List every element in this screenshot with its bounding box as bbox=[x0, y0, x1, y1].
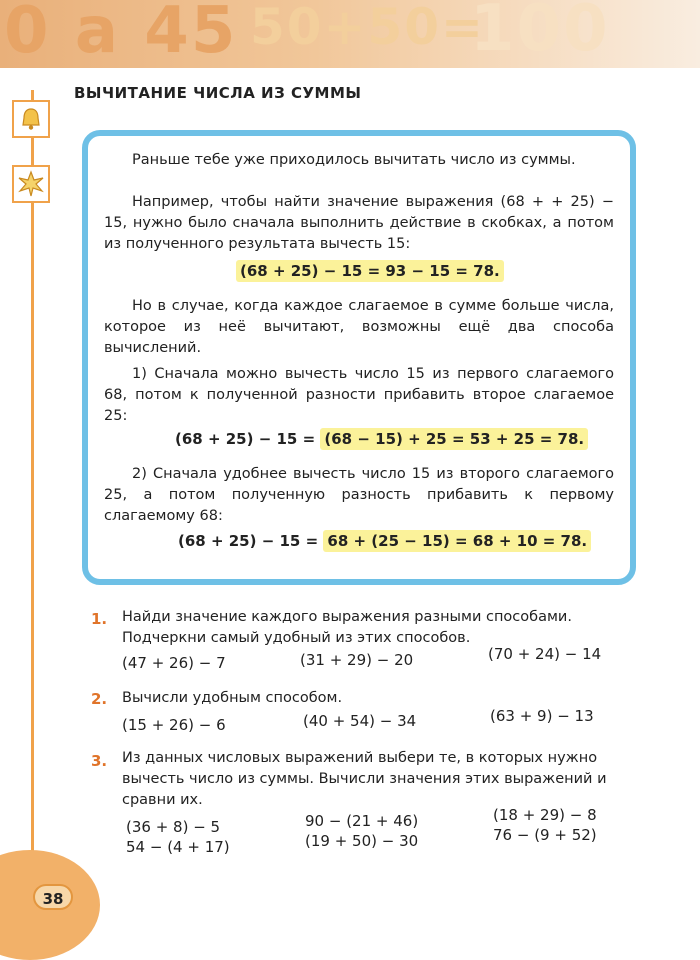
equation-2-left: (68 + 25) − 15 = bbox=[175, 430, 316, 448]
task-3-expression: 54 − (4 + 17) bbox=[126, 838, 230, 856]
page-title: ВЫЧИТАНИЕ ЧИСЛА ИЗ СУММЫ bbox=[74, 84, 362, 102]
header-digits-left: 0 a 45 bbox=[4, 0, 238, 68]
rule-equation-3 bbox=[178, 532, 591, 550]
rule-paragraph-5: 2) Сначала удобнее вычесть число 15 из второго слагаемого 25, а потом полученную разность прибавить к первому слагаемому 68: bbox=[104, 466, 614, 524]
task-1-expression: (31 + 29) − 20 bbox=[300, 651, 414, 669]
task-1-text: Найди значение каждого выражения разными способами. Подчеркни самый удобный из этих способов. bbox=[122, 609, 572, 646]
rule-equation-1 bbox=[236, 262, 504, 280]
star-icon bbox=[17, 170, 45, 198]
header-digits-right: 100 bbox=[470, 0, 610, 66]
task-3-expression: (19 + 50) − 30 bbox=[305, 832, 419, 850]
rule-paragraph-1: Раньше тебе уже приходилось вычитать число из суммы. bbox=[132, 152, 576, 168]
equation-2-highlight: (68 − 15) + 25 = 53 + 25 = 78. bbox=[320, 428, 588, 450]
bell-icon-box bbox=[12, 100, 50, 138]
page-number: 38 bbox=[33, 884, 73, 910]
task-1-expression: (70 + 24) − 14 bbox=[488, 645, 602, 663]
rule-paragraph-4: 1) Сначала можно вычесть число 15 из первого слагаемого 68, потом к полученной разности прибавить второе слагаемое 25: bbox=[104, 366, 614, 424]
task-1-expression: (47 + 26) − 7 bbox=[122, 654, 226, 672]
margin-line bbox=[31, 90, 34, 870]
bell-icon bbox=[18, 106, 44, 132]
task-2-expression: (15 + 26) − 6 bbox=[122, 716, 226, 734]
task-3-expression: (18 + 29) − 8 bbox=[493, 806, 597, 824]
rule-paragraph-3: Но в случае, когда каждое слагаемое в сумме больше числа, которое из неё вычитают, возможны ещё два способа вычислений. bbox=[104, 298, 614, 356]
task-3-expression: 76 − (9 + 52) bbox=[493, 826, 597, 844]
task-3-expression: (36 + 8) − 5 bbox=[126, 818, 221, 836]
task-3-text: Из данных числовых выражений выбери те, в которых нужно вычесть число из суммы. Вычисли значения этих выражений и сравни их. bbox=[122, 750, 607, 808]
equation-3-left: (68 + 25) − 15 = bbox=[178, 532, 319, 550]
task-3-expression: 90 − (21 + 46) bbox=[305, 812, 419, 830]
task-2-number: 2. bbox=[91, 690, 108, 708]
equation-3-highlight: 68 + (25 − 15) = 68 + 10 = 78. bbox=[323, 530, 591, 552]
equation-1-highlight: (68 + 25) − 15 = 93 − 15 = 78. bbox=[236, 260, 504, 282]
rule-equation-2 bbox=[175, 430, 588, 448]
rule-paragraph-2: Например, чтобы найти значение выражения (68 + + 25) − 15, нужно было сначала выполнить действие в скобках, а потом из полученного результата вычесть 15: bbox=[104, 194, 614, 252]
header-digits-mid: 50+50= bbox=[250, 0, 485, 56]
header-decoration bbox=[0, 0, 700, 68]
task-1-number: 1. bbox=[91, 610, 108, 628]
task-3-number: 3. bbox=[91, 752, 108, 770]
star-icon-box bbox=[12, 165, 50, 203]
task-2-text: Вычисли удобным способом. bbox=[122, 690, 343, 706]
task-2-expression: (63 + 9) − 13 bbox=[490, 707, 594, 725]
task-2-expression: (40 + 54) − 34 bbox=[303, 712, 417, 730]
